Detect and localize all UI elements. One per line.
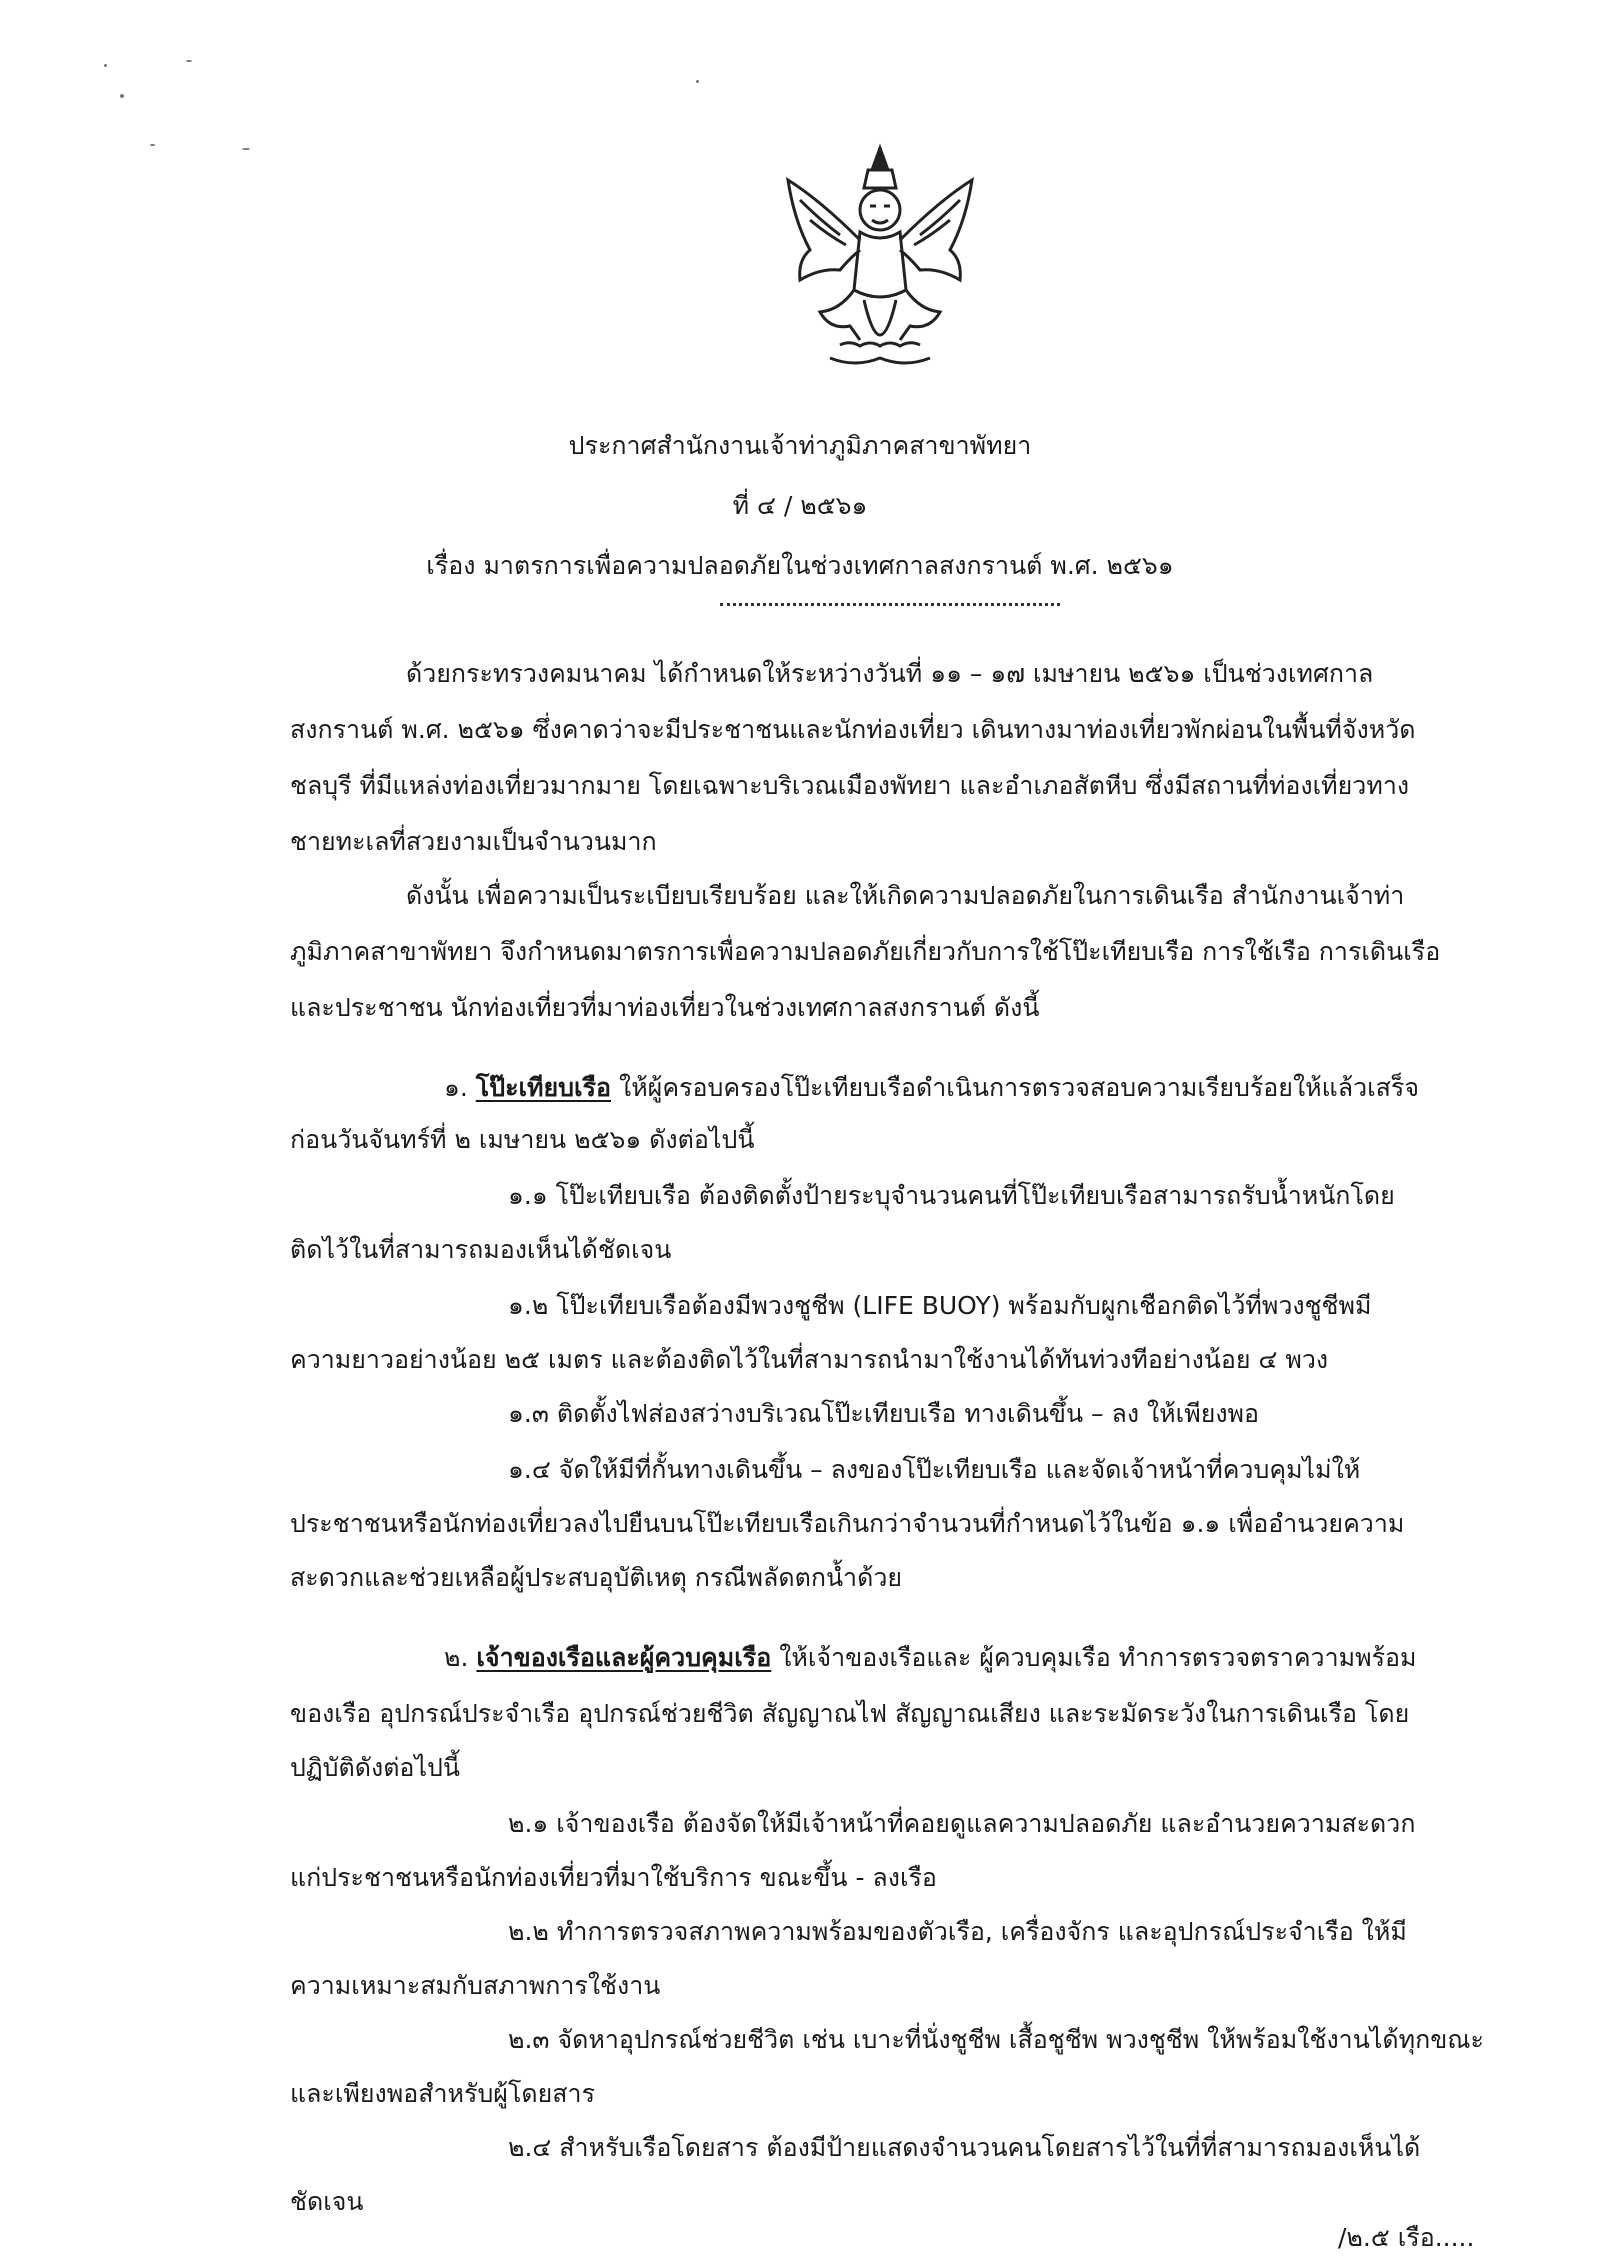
intro-line: และประชาชน นักท่องเที่ยวที่มาท่องเที่ยวในช่วงเทศกาลสงกรานต์ ดังนี้ [290, 993, 1040, 1022]
section-2-lead-line: ปฏิบัติดังต่อไปนี้ [290, 1753, 460, 1782]
section-1-item-cont: ความยาวอย่างน้อย ๒๕ เมตร และต้องติดไว้ในที่สามารถนำมาใช้งานได้ทันท่วงทีอย่างน้อย ๔ พวง [290, 1345, 1329, 1374]
section-2-item-cont: แก่ประชาชนหรือนักท่องเที่ยวที่มาใช้บริการ ขณะขึ้น - ลงเรือ [290, 1863, 937, 1892]
intro-line: สงกรานต์ พ.ศ. ๒๕๖๑ ซึ่งคาดว่าจะมีประชาชนและนักท่องเที่ยว เดินทางมาท่องเที่ยวพักผ่อนในพื้นที่จังหวัด [290, 715, 1416, 744]
section-1-lead [444, 1070, 1419, 1106]
section-2-item: ๒.๒ ทำการตรวจสภาพความพร้อมของตัวเรือ, เครื่องจักร และอุปกรณ์ประจำเรือ ให้มี [508, 1917, 1407, 1946]
section-1-title: โป๊ะเทียบเรือ [475, 1073, 612, 1102]
page-continuation-marker: /๒.๕ เรือ..... [1338, 2223, 1475, 2252]
section-2-item-cont: และเพียงพอสำหรับผู้โดยสาร [290, 2079, 595, 2108]
section-2-item: ๒.๓ จัดหาอุปกรณ์ช่วยชีวิต เช่น เบาะที่นั่งชูชีพ เสื้อชูชีพ พวงชูชีพ ให้พร้อมใช้งานได้ทุกขณะ [508, 2025, 1484, 2054]
announcement-subject: เรื่อง มาตรการเพื่อความปลอดภัยในช่วงเทศกาลสงกรานต์ พ.ศ. ๒๕๖๑ [426, 551, 1174, 580]
intro-line: ชายทะเลที่สวยงามเป็นจำนวนมาก [290, 827, 657, 856]
section-1-item-cont: ประชาชนหรือนักท่องเที่ยวลงไปยืนบนโป๊ะเทียบเรือเกินกว่าจำนวนที่กำหนดไว้ในข้อ ๑.๑ เพื่ออำนวยความ [290, 1509, 1405, 1538]
intro-line: ดังนั้น เพื่อความเป็นระเบียบเรียบร้อย และให้เกิดความปลอดภัยในการเดินเรือ สำนักงานเจ้าท่า [406, 881, 1405, 910]
intro-line: ชลบุรี ที่มีแหล่งท่องเที่ยวมากมาย โดยเฉพาะบริเวณเมืองพัทยา และอำเภอสัตหีบ ซึ่งมีสถานที่ท่องเที่ยวทาง [290, 771, 1410, 800]
scan-speck [104, 64, 107, 67]
section-1-lead-text: ให้ผู้ครอบครองโป๊ะเทียบเรือดำเนินการตรวจสอบความเรียบร้อยให้แล้วเสร็จ [611, 1073, 1419, 1102]
section-2-lead [444, 1640, 1417, 1676]
scan-speck [120, 94, 124, 98]
section-2-item: ๒.๔ สำหรับเรือโดยสาร ต้องมีป้ายแสดงจำนวนคนโดยสารไว้ในที่ที่สามารถมองเห็นได้ [508, 2133, 1421, 2162]
section-2-number: ๒. [444, 1643, 469, 1672]
section-1-item: ๑.๔ จัดให้มีที่กั้นทางเดินขึ้น – ลงของโป๊ะเทียบเรือ และจัดเจ้าหน้าที่ควบคุมไม่ให้ [508, 1455, 1361, 1484]
section-2-lead-line: ของเรือ อุปกรณ์ประจำเรือ อุปกรณ์ช่วยชีวิต สัญญาณไฟ สัญญาณเสียง และระมัดระวังในการเดินเรือ โดย [290, 1699, 1410, 1728]
section-1-item: ๑.๓ ติดตั้งไฟส่องสว่างบริเวณโป๊ะเทียบเรือ ทางเดินขึ้น – ลง ให้เพียงพอ [508, 1399, 1260, 1428]
scan-speck [150, 144, 155, 146]
intro-line: ภูมิภาคสาขาพัทยา จึงกำหนดมาตรการเพื่อความปลอดภัยเกี่ยวกับการใช้โป๊ะเทียบเรือ การใช้เรือ การเดินเรือ [290, 937, 1441, 966]
section-1-item: ๑.๑ โป๊ะเทียบเรือ ต้องติดตั้งป้ายระบุจำนวนคนที่โป๊ะเทียบเรือสามารถรับน้ำหนักโดย [508, 1181, 1395, 1210]
section-2-title: เจ้าของเรือและผู้ควบคุมเรือ [476, 1643, 772, 1672]
section-1-item-cont: สะดวกและช่วยเหลือผู้ประสบอุบัติเหตุ กรณีพลัดตกน้ำด้วย [290, 1563, 903, 1592]
garuda-emblem-icon [780, 140, 980, 380]
announcement-agency: ประกาศสำนักงานเจ้าท่าภูมิภาคสาขาพัทยา [568, 431, 1032, 460]
section-2-item-cont: ชัดเจน [290, 2187, 364, 2216]
section-1-item-cont: ติดไว้ในที่สามารถมองเห็นได้ชัดเจน [290, 1235, 672, 1264]
section-2-item: ๒.๑ เจ้าของเรือ ต้องจัดให้มีเจ้าหน้าที่คอยดูแลความปลอดภัย และอำนวยความสะดวก [508, 1809, 1416, 1838]
section-1-lead-line: ก่อนวันจันทร์ที่ ๒ เมษายน ๒๕๖๑ ดังต่อไปนี้ [290, 1125, 755, 1154]
dotted-separator [720, 603, 1060, 606]
announcement-number: ที่ ๔ / ๒๕๖๑ [732, 491, 868, 520]
section-2-item-cont: ความเหมาะสมกับสภาพการใช้งาน [290, 1971, 661, 2000]
scan-speck [696, 80, 699, 83]
intro-line: ด้วยกระทรวงคมนาคม ได้กำหนดให้ระหว่างวันที่ ๑๑ – ๑๗ เมษายน ๒๕๖๑ เป็นช่วงเทศกาล [406, 659, 1374, 688]
section-1-number: ๑. [444, 1073, 468, 1102]
section-1-item: ๑.๒ โป๊ะเทียบเรือต้องมีพวงชูชีพ (LIFE BUOY) พร้อมกับผูกเชือกติดไว้ที่พวงชูชีพมี [508, 1291, 1372, 1320]
section-2-lead-text: ให้เจ้าของเรือและ ผู้ควบคุมเรือ ทำการตรวจตราความพร้อม [771, 1643, 1417, 1672]
scan-speck [242, 148, 250, 150]
scan-speck [186, 60, 192, 62]
